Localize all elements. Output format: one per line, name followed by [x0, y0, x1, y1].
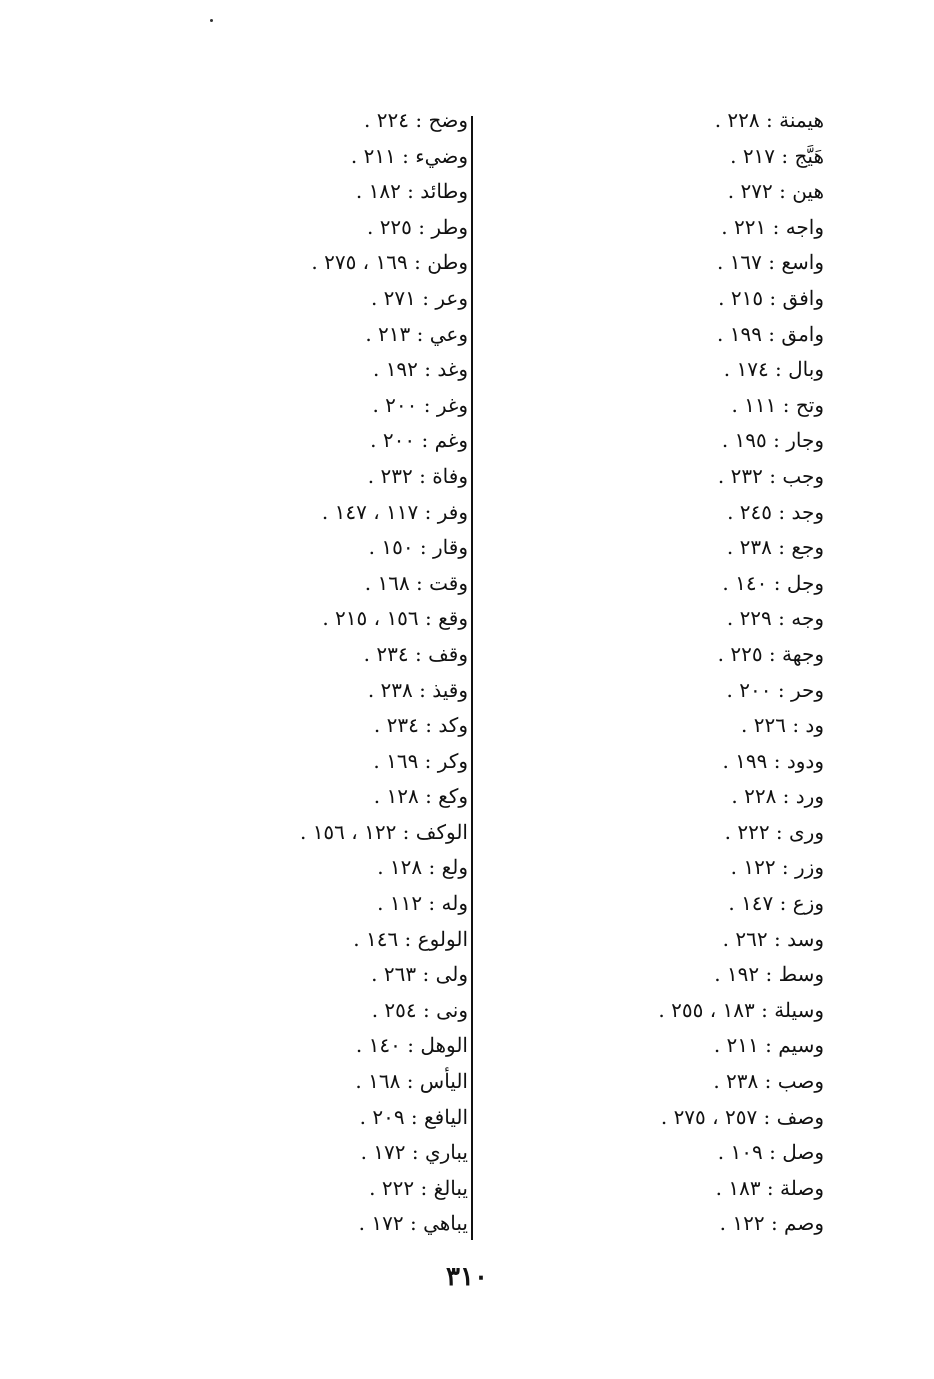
index-entry: ورد : ٢٢٨ . [731, 784, 824, 809]
index-entry: ونى : ٢٥٤ . [371, 997, 468, 1022]
index-entry: وجهة : ٢٢٥ . [717, 641, 824, 666]
index-entry: وجار : ١٩٥ . [721, 428, 824, 453]
index-entry: وغم : ٢٠٠ . [370, 428, 468, 453]
index-entry: وجع : ٢٣٨ . [726, 535, 824, 560]
index-entry: ودود : ١٩٩ . [722, 748, 824, 773]
index-entry: وطر : ٢٢٥ . [366, 214, 468, 239]
index-entry: وطن : ١٦٩ ، ٢٧٥ . [311, 250, 468, 275]
index-entry: يبالغ : ٢٢٢ . [369, 1175, 468, 1200]
index-entry: وغد : ١٩٢ . [372, 357, 468, 382]
index-entry: وسيلة : ١٨٣ ، ٢٥٥ . [658, 997, 824, 1022]
index-entry: وزع : ١٤٧ . [728, 891, 824, 916]
index-entry: هين : ٢٧٢ . [727, 179, 824, 204]
index-entry: وعر : ٢٧١ . [370, 285, 468, 310]
index-entry: وجل : ١٤٠ . [722, 570, 824, 595]
index-entry: الوهل : ١٤٠ . [355, 1033, 468, 1058]
index-entry: وقع : ١٥٦ ، ٢١٥ . [322, 606, 468, 631]
index-entry: الوكف : ١٢٢ ، ١٥٦ . [299, 819, 468, 844]
index-entry: وصلة : ١٨٣ . [715, 1175, 824, 1200]
index-entry: وحر : ٢٠٠ . [726, 677, 824, 702]
index-entry: وفر : ١١٧ ، ١٤٧ . [321, 499, 468, 524]
index-entry: وقت : ١٦٨ . [364, 570, 468, 595]
index-entry: وتح : ١١١ . [731, 392, 824, 417]
index-entry: وكر : ١٦٩ . [373, 748, 468, 773]
index-entry: وضح : ٢٢٤ . [364, 108, 468, 132]
index-entry: وضيء : ٢١١ . [350, 143, 468, 168]
index-entry: وسط : ١٩٢ . [714, 962, 824, 987]
index-entry: واجه : ٢٢١ . [721, 214, 824, 239]
index-column-left [138, 103, 468, 1242]
index-entry: يباهي : ١٧٢ . [358, 1211, 468, 1236]
index-entry: وطائد : ١٨٢ . [355, 179, 468, 204]
index-column-right [504, 103, 824, 1242]
index-entry: وجب : ٢٣٢ . [717, 463, 824, 488]
index-entry: واسع : ١٦٧ . [716, 250, 824, 275]
page-number: ٣١٠ [446, 1262, 488, 1292]
index-entry: وكع : ١٢٨ . [373, 784, 468, 809]
index-entry: وجه : ٢٢٩ . [726, 606, 824, 631]
index-entry: وسد : ٢٦٢ . [722, 926, 824, 951]
index-entry: الولوع : ١٤٦ . [353, 926, 468, 951]
index-entry: وقار : ١٥٠ . [368, 535, 468, 560]
index-entry: وله : ١١٢ . [377, 891, 468, 916]
index-entry: اليأس : ١٦٨ . [355, 1069, 468, 1094]
index-entry: وصل : ١٠٩ . [717, 1140, 824, 1165]
index-entry: وامق : ١٩٩ . [716, 321, 824, 346]
index-entry: وغر : ٢٠٠ . [372, 392, 468, 417]
index-entry: وجد : ٢٤٥ . [727, 499, 824, 524]
index-entry: وزر : ١٢٢ . [730, 855, 824, 880]
index-entry: وصب : ٢٣٨ . [713, 1069, 824, 1094]
index-entry: وكد : ٢٣٤ . [373, 713, 468, 738]
index-entry: اليافع : ٢٠٩ . [359, 1104, 468, 1129]
index-entry: هيمنة : ٢٢٨ . [714, 108, 824, 132]
column-divider [471, 116, 473, 1240]
index-entry: ولع : ١٢٨ . [377, 855, 468, 880]
index-entry: وفاة : ٢٣٢ . [367, 463, 468, 488]
index-entry: وصف : ٢٥٧ ، ٢٧٥ . [660, 1104, 824, 1129]
index-entry: وسيم : ٢١١ . [713, 1033, 824, 1058]
index-entry: وبال : ١٧٤ . [723, 357, 824, 382]
index-entry: وصم : ١٢٢ . [719, 1211, 824, 1236]
index-entry: هَيَّج : ٢١٧ . [730, 143, 824, 168]
index-entry: وقيذ : ٢٣٨ . [367, 677, 468, 702]
index-entry: وافق : ٢١٥ . [718, 285, 824, 310]
index-entry: وقف : ٢٣٤ . [363, 641, 468, 666]
index-entry: يباري : ١٧٢ . [360, 1140, 468, 1165]
index-entry: ورى : ٢٢٢ . [724, 819, 824, 844]
scan-speck [210, 19, 213, 22]
index-entry: ود : ٢٢٦ . [741, 713, 824, 738]
index-entry: وعي : ٢١٣ . [365, 321, 468, 346]
index-entry: ولى : ٢٦٣ . [371, 962, 468, 987]
